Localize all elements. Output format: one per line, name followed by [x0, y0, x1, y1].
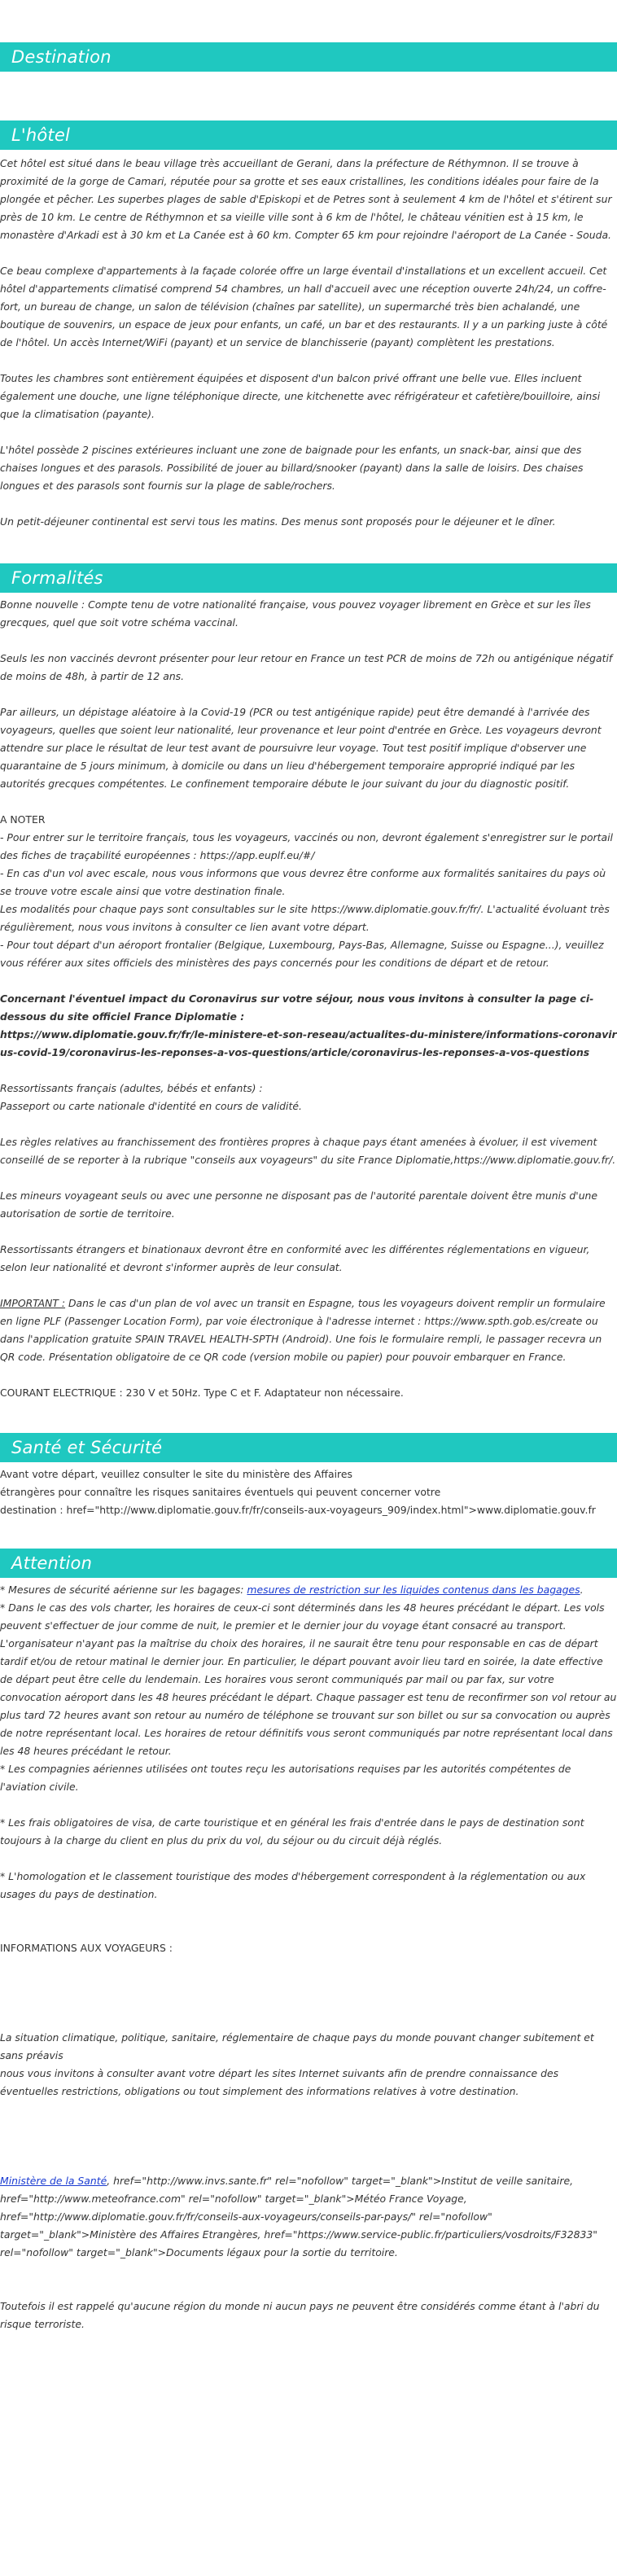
formalites-section — [0, 593, 617, 1402]
attention-item-text: . — [580, 1584, 584, 1596]
situation-paragraph: La situation climatique, politique, sanitaire, réglementaire de chaque pays du monde pouvant changer subitement et sans préavis — [0, 2031, 594, 2061]
note-title: A NOTER — [0, 813, 46, 826]
attention-item: * Les compagnies aériennes utilisées ont toutes reçu les autorisations requises par les autorités compétentes de l'aviation civile. — [0, 1763, 571, 1793]
attention-item — [0, 1581, 617, 1599]
hotel-paragraph: Cet hôtel est situé dans le beau village très accueillant de Gerani, dans la préfecture de Réthymnon. Il se trouve à proximité de la gorge de Camari, réputée pour sa grotte et ses eaux cristallines, les conditions idéales pour faire de la plongée et pêcher. Les superbes plages de sable d'Episkopi et de Petres sont à seulement 4 km de l'hôtel et s'étirent sur près de 10 km. Le centre de Réthymnon et sa vieille ville sont à 6 km de l'hôtel, le château vénitien est à 15 km, le monastère d'Arkadi est à 30 km et La Canée est à 60 km. Compter 65 km pour rejoindre l'aéroport de La Canée - Souda. — [0, 157, 612, 241]
useful-links — [0, 2172, 617, 2262]
formalites-paragraph: Par ailleurs, un dépistage aléatoire à la Covid-19 (PCR ou test antigénique rapide) peut être demandé à l'arrivée des voyageurs, quelles que soient leur nationalité, leur provenance et leur point d'entrée en Grèce. Les voyageurs devront attendre sur place le résultat de leur test avant de poursuivre leur voyage. Tout test positif implique d'observer une quarantaine de 5 jours minimum, à domicile ou dans un lieu d'hébergement temporaire approprié indiqué par les autorités grecques compétentes. Le confinement temporaire débute le jour suivant du jour du diagnostic positif. — [0, 706, 602, 790]
attention-item-text: * Mesures de sécurité aérienne sur les bagages: — [0, 1584, 247, 1596]
important-label: IMPORTANT : — [0, 1297, 66, 1309]
note-item: - Pour tout départ d'un aéroport frontalier (Belgique, Luxembourg, Pays-Bas, Allemagne, Suisse ou Espagne...), veuillez vous référer aux sites officiels des ministères des pays concernés pour les conditions de départ et de retour. — [0, 939, 604, 969]
hotel-paragraph: Ce beau complexe d'appartements à la façade colorée offre un large éventail d'installations et un excellent accueil. Cet hôtel d'appartements climatisé comprend 54 chambres, un hall d'accueil avec une réception ouverte 24h/24, un coffre-fort, un bureau de change, un salon de télévision (chaînes par satellite), un supermarché très bien achalandé, une boutique de souvenirs, un espace de jeux pour enfants, un café, un bar et des restaurants. Il y a un parking juste à côté de l'hôtel. Un accès Internet/WiFi (payant) et un service de blanchisserie (payant) complètent les prestations. — [0, 265, 608, 348]
attention-item: * L'homologation et le classement touristique des modes d'hébergement correspondent à la réglementation ou aux usages du pays de destination. — [0, 1870, 586, 1900]
section-title-attention: Attention — [0, 1549, 617, 1578]
hotel-paragraph: L'hôtel possède 2 piscines extérieures incluant une zone de baignade pour les enfants, un snack-bar, ainsi que des chaises longues et des parasols. Possibilité de jouer au billard/snooker (payant) dans la salle de loisirs. Des chaises longues et des parasols sont fournis sur la plage de sable/rochers. — [0, 444, 584, 492]
liquids-restriction-link[interactable]: mesures de restriction sur les liquides contenus dans les bagages — [247, 1584, 580, 1596]
note-item: - Pour entrer sur le territoire français, tous les voyageurs, vaccinés ou non, devront également s'enregistrer sur le portail des fiches de traçabilité européennes : https://app.euplf.eu/#/ — [0, 831, 613, 861]
sante-line: Avant votre départ, veuillez consulter le site du ministère des Affaires — [0, 1468, 352, 1480]
etrangers-paragraph: Ressortissants étrangers et binationaux devront être en conformité avec les différentes réglementations en vigueur, selon leur nationalité et devront s'informer auprès de leur consulat. — [0, 1243, 590, 1273]
regles-paragraph: Les règles relatives au franchissement des frontières propres à chaque pays étant amenées à évoluer, il est vivement conseillé de se reporter à la rubrique "conseils aux voyageurs" du site France Diplomatie,https://www.diplomatie.gouv.fr/. — [0, 1136, 616, 1166]
important-text: Dans le cas d'un plan de vol avec un transit en Espagne, tous les voyageurs doivent remplir un formulaire en ligne PLF (Passenger Location Form), par voie électronique à l'adresse internet : https://www.spth.gob.es/create ou dans l'application gratuite SPAIN TRAVEL HEALTH-SPTH (Android). Une fois le formulaire rempli, le passager recevra un QR code. Présentation obligatoire de ce QR code (version mobile ou papier) pour pouvoir embarquer en France. — [0, 1297, 606, 1363]
useful-links-text: , href="http://www.invs.sante.fr" rel="nofollow" target="_blank">Institut de veille sanitaire, href="http://www.meteofrance.com" rel="nofollow" target="_blank">Météo France Voyage, href="http://www.diplomatie.gouv.fr/fr/conseils-aux-voyageurs/conseils-par-pays/" rel="nofollow" target="_blank">Ministère des Affaires Etrangères, href="https://www.service-public.fr/particuliers/vosdroits/F32833" rel="nofollow" target="_blank">Documents légaux pour la sortie du territoire. — [0, 2175, 597, 2258]
courant-electrique: COURANT ELECTRIQUE : 230 V et 50Hz. Type C et F. Adaptateur non nécessaire. — [0, 1387, 404, 1399]
info-voyageurs-title: INFORMATIONS AUX VOYAGEURS : — [0, 1942, 173, 1954]
mineurs-paragraph: Les mineurs voyageant seuls ou avec une personne ne disposant pas de l'autorité parentale doivent être munis d'une autorisation de sortie de territoire. — [0, 1189, 598, 1220]
coronavirus-url: https://www.diplomatie.gouv.fr/fr/le-ministere-et-son-reseau/actualites-du-ministere/informations-coronavirus-covid-19/coronavirus-les-reponses-a-vos-questions/article/coronavirus-les-reponses-a-vos-questions — [0, 1028, 617, 1058]
section-title-destination: Destination — [0, 42, 617, 72]
hotel-paragraph: Toutes les chambres sont entièrement équipées et disposent d'un balcon privé offrant une belle vue. Elles incluent également une douche, une ligne téléphonique directe, une kitchenette avec réfrigérateur et cafetière/bouilloire, ainsi que la climatisation (payante). — [0, 372, 601, 420]
ressortissants-docs: Passeport ou carte nationale d'identité en cours de validité. — [0, 1100, 302, 1112]
attention-item: * Dans le cas des vols charter, les horaires de ceux-ci sont déterminés dans les 48 heures précédant le départ. Les vols peuvent s'effectuer de jour comme de nuit, le premier et le dernier jour du voyage étant consacré au transport. L'organisateur n'ayant pas la maîtrise du choix des horaires, il ne saurait être tenu pour responsable en cas de départ tardif et/ou de retour matinal le dernier jour. En particulier, le départ pouvant avoir lieu tard en soirée, la date effective de départ peut être celle du lendemain. Les horaires vous seront communiqués par mail ou par fax, sur votre convocation aéroport dans les 48 heures précédant le départ. Chaque passager est tenu de reconfirmer son vol retour au plus tard 72 heures avant son retour au numéro de téléphone se trouvant sur son billet ou sur sa convocation ou auprès de notre représentant local. Les horaires de retour définitifs vous seront communiqués par notre représentant local dans les 48 heures précédant le retour. — [0, 1601, 617, 1757]
ressortissants-label: Ressortissants français (adultes, bébés et enfants) : — [0, 1082, 263, 1094]
note-item: Les modalités pour chaque pays sont consultables sur le site https://www.diplomatie.gouv.fr/fr/. L'actualité évoluant très régulièrement, nous vous invitons à consulter ce lien avant votre départ. — [0, 903, 610, 933]
section-title-hotel: L'hôtel — [0, 120, 617, 150]
section-title-sante: Santé et Sécurité — [0, 1433, 617, 1462]
note-item: - En cas d'un vol avec escale, nous vous informons que vous devrez être conforme aux formalités sanitaires du pays où se trouve votre escale ainsi que votre destination finale. — [0, 867, 606, 897]
terrorism-notice: Toutefois il est rappelé qu'aucune région du monde ni aucun pays ne peuvent être considérés comme étant à l'abri du risque terroriste. — [0, 2300, 600, 2330]
formalites-paragraph: Seuls les non vaccinés devront présenter pour leur retour en France un test PCR de moins de 72h ou antigénique négatif de moins de 48h, à partir de 12 ans. — [0, 652, 613, 682]
attention-item: * Les frais obligatoires de visa, de carte touristique et en général les frais d'entrée dans le pays de destination sont toujours à la charge du client en plus du prix du vol, du séjour ou du circuit déjà réglés. — [0, 1816, 584, 1847]
attention-section — [0, 1578, 617, 2333]
hotel-paragraph: Un petit-déjeuner continental est servi tous les matins. Des menus sont proposés pour le déjeuner et le dîner. — [0, 515, 556, 528]
situation-paragraph: nous vous invitons à consulter avant votre départ les sites Internet suivants afin de prendre connaissance des éventuelles restrictions, obligations ou tout simplement des informations relatives à votre destination. — [0, 2067, 559, 2097]
ministere-sante-link[interactable]: Ministère de la Santé — [0, 2175, 107, 2187]
sante-line: destination : href="http://www.diplomatie.gouv.fr/fr/conseils-aux-voyageurs_909/index.html">www.diplomatie.gouv.fr — [0, 1504, 596, 1516]
important-paragraph — [0, 1295, 617, 1366]
formalites-paragraph: Bonne nouvelle : Compte tenu de votre nationalité française, vous pouvez voyager librement en Grèce et sur les îles grecques, quel que soit votre schéma vaccinal. — [0, 598, 591, 629]
coronavirus-notice: Concernant l'éventuel impact du Coronavirus sur votre séjour, nous vous invitons à consulter la page ci-dessous du site officiel France Diplomatie : — [0, 992, 594, 1023]
sante-line: étrangères pour connaître les risques sanitaires éventuels qui peuvent concerner votre — [0, 1486, 441, 1498]
sante-section — [0, 1462, 617, 1519]
hotel-section — [0, 150, 617, 531]
section-title-formalites: Formalités — [0, 563, 617, 593]
